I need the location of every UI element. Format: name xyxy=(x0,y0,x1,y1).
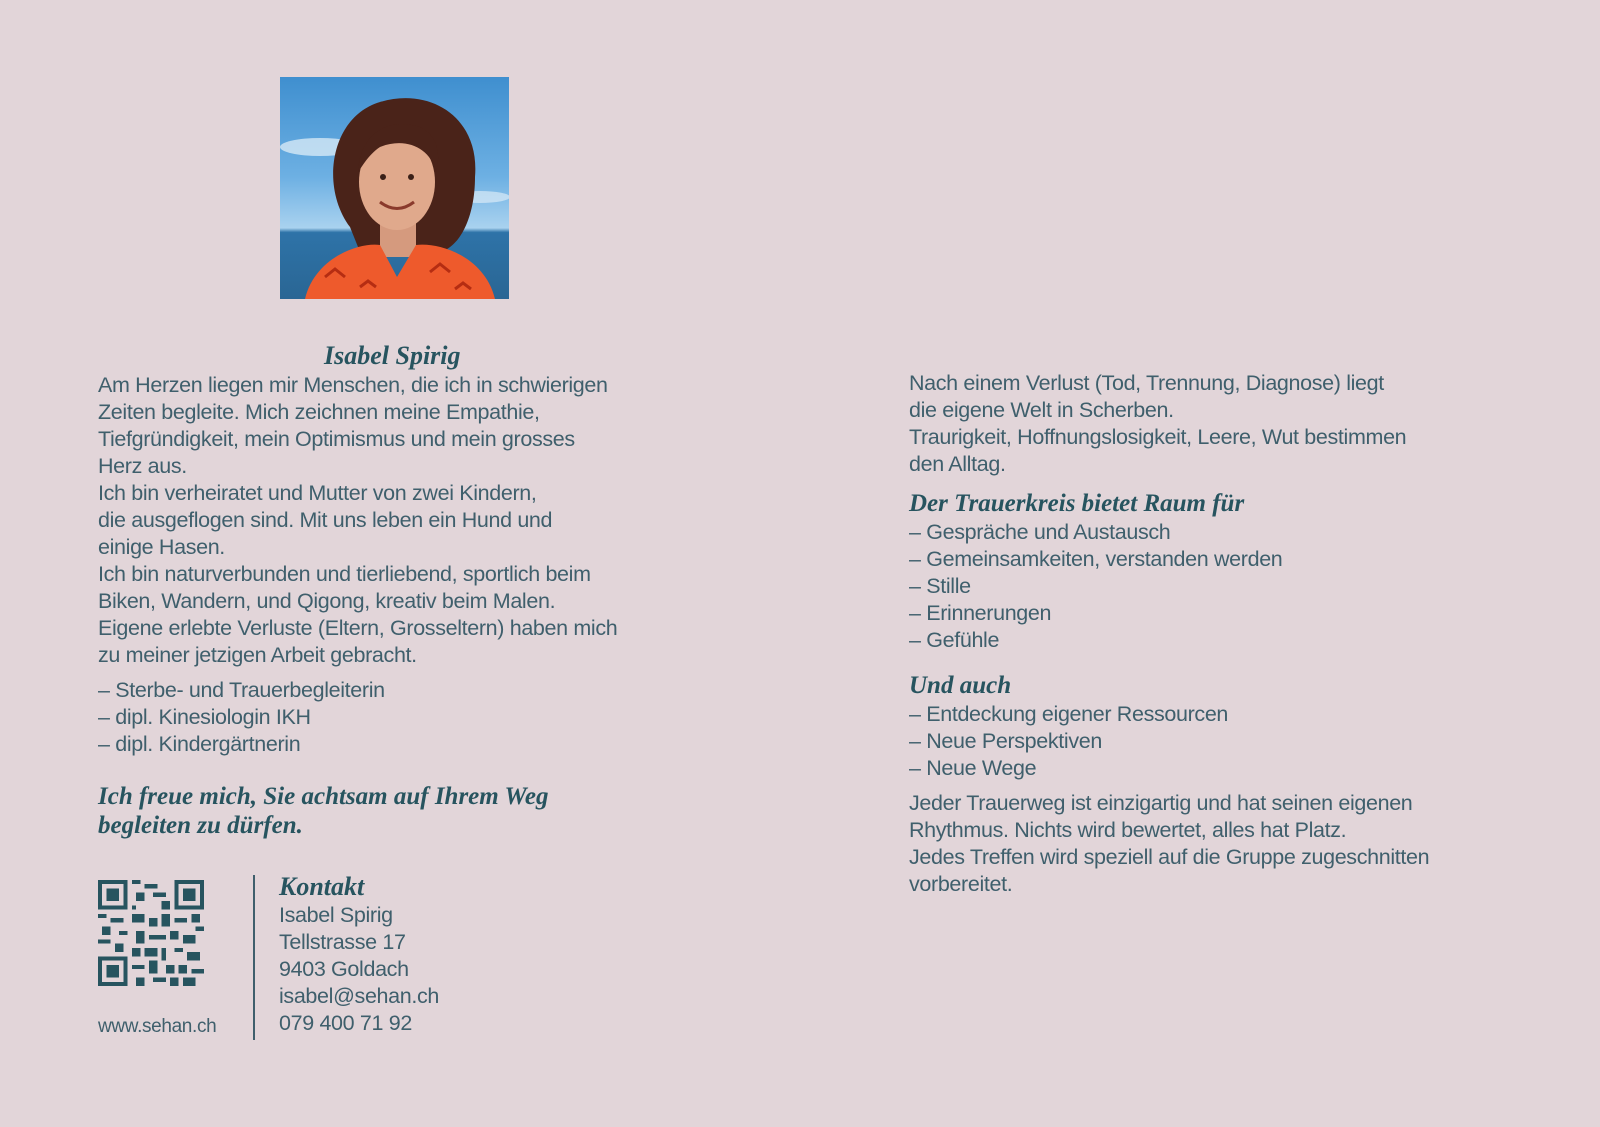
bio-line: zu meiner jetzigen Arbeit gebracht. xyxy=(98,643,417,667)
person-name: Isabel Spirig xyxy=(324,341,461,370)
intro-line: Nach einem Verlust (Tod, Trennung, Diagnose) liegt xyxy=(909,371,1384,395)
intro-line: den Alltag. xyxy=(909,452,1006,476)
contact-heading: Kontakt xyxy=(279,872,365,901)
bio-line: die ausgeflogen sind. Mit uns leben ein Hund und xyxy=(98,508,553,532)
qualification-item: – dipl. Kindergärtnerin xyxy=(98,732,301,756)
contact-phone[interactable]: 079 400 71 92 xyxy=(279,1011,412,1035)
qualifications-list xyxy=(98,677,698,758)
bio-line: Herz aus. xyxy=(98,454,187,478)
closing-line: begleiten zu dürfen. xyxy=(98,812,303,839)
outro-line: Jeder Trauerweg ist einzigartig und hat seinen eigenen xyxy=(909,791,1413,815)
intro-line: die eigene Welt in Scherben. xyxy=(909,398,1174,422)
outro-line: Rhythmus. Nichts wird bewertet, alles hat Platz. xyxy=(909,818,1347,842)
website-link[interactable]: www.sehan.ch xyxy=(98,1016,217,1037)
bio-line: einige Hasen. xyxy=(98,535,225,559)
offer-item: – Gemeinsamkeiten, verstanden werden xyxy=(909,547,1283,571)
also-heading: Und auch xyxy=(909,672,1012,699)
right-column xyxy=(909,370,1529,898)
bio-section xyxy=(98,372,698,758)
portrait-photo xyxy=(280,77,509,299)
also-item: – Neue Perspektiven xyxy=(909,729,1102,753)
contact-section xyxy=(279,872,439,1037)
outro-section xyxy=(909,790,1529,898)
closing-line: Ich freue mich, Sie achtsam auf Ihrem Weg xyxy=(98,783,549,810)
divider xyxy=(253,875,255,1040)
intro-section xyxy=(909,370,1529,478)
closing-statement xyxy=(98,782,618,840)
contact-email[interactable]: isabel@sehan.ch xyxy=(279,984,440,1008)
bio-line: Am Herzen liegen mir Menschen, die ich in schwierigen xyxy=(98,373,608,397)
qualification-item: – dipl. Kinesiologin IKH xyxy=(98,705,311,729)
contact-name: Isabel Spirig xyxy=(279,903,393,927)
bio-line: Biken, Wandern, und Qigong, kreativ beim Malen. xyxy=(98,589,556,613)
also-list xyxy=(909,701,1529,782)
offer-item: – Stille xyxy=(909,574,971,598)
offer-heading: Der Trauerkreis bietet Raum für xyxy=(909,490,1245,517)
bio-line: Ich bin verheiratet und Mutter von zwei Kindern, xyxy=(98,481,537,505)
qualification-item: – Sterbe- und Trauerbegleiterin xyxy=(98,678,385,702)
bio-line: Ich bin naturverbunden und tierliebend, sportlich beim xyxy=(98,562,591,586)
contact-street: Tellstrasse 17 xyxy=(279,930,406,954)
offer-item: – Gespräche und Austausch xyxy=(909,520,1171,544)
qr-code[interactable] xyxy=(98,880,204,986)
intro-line: Traurigkeit, Hoffnungslosigkeit, Leere, Wut bestimmen xyxy=(909,425,1407,449)
bio-line: Eigene erlebte Verluste (Eltern, Grosseltern) haben mich xyxy=(98,616,618,640)
offer-item: – Erinnerungen xyxy=(909,601,1052,625)
bio-line: Tiefgründigkeit, mein Optimismus und mein grosses xyxy=(98,427,575,451)
bio-line: Zeiten begleite. Mich zeichnen meine Empathie, xyxy=(98,400,540,424)
also-item: – Neue Wege xyxy=(909,756,1037,780)
offer-item: – Gefühle xyxy=(909,628,1000,652)
offer-list xyxy=(909,519,1529,654)
outro-line: vorbereitet. xyxy=(909,872,1013,896)
also-item: – Entdeckung eigener Ressourcen xyxy=(909,702,1229,726)
outro-line: Jedes Treffen wird speziell auf die Gruppe zugeschnitten xyxy=(909,845,1430,869)
contact-city: 9403 Goldach xyxy=(279,957,409,981)
